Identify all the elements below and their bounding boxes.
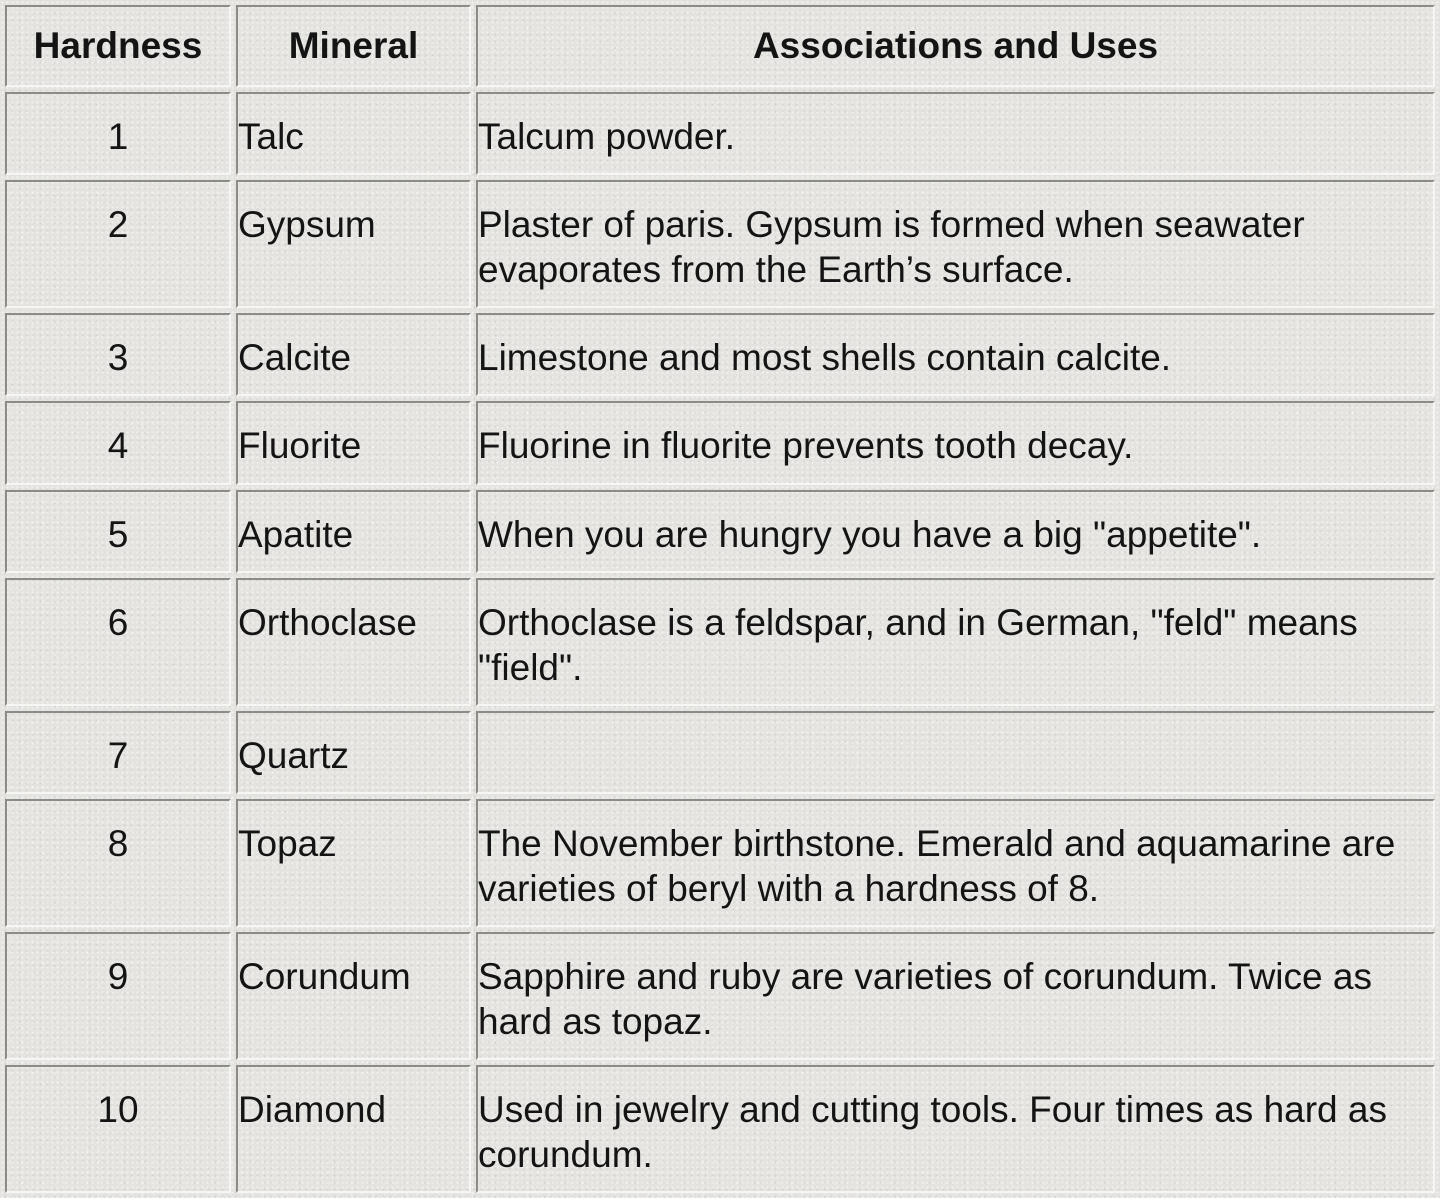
mineral-cell: Gypsum bbox=[236, 180, 471, 308]
hardness-cell: 1 bbox=[5, 92, 231, 175]
hardness-cell: 4 bbox=[5, 401, 231, 484]
table-row bbox=[5, 180, 1435, 308]
table-row bbox=[5, 401, 1435, 484]
associations-cell: Sapphire and ruby are varieties of corundum. Twice as hard as topaz. bbox=[476, 932, 1435, 1060]
associations-cell: Used in jewelry and cutting tools. Four times as hard as corundum. bbox=[476, 1065, 1435, 1193]
hardness-cell: 9 bbox=[5, 932, 231, 1060]
table-row bbox=[5, 1065, 1435, 1193]
mineral-cell: Diamond bbox=[236, 1065, 471, 1193]
header-associations: Associations and Uses bbox=[476, 5, 1435, 87]
associations-cell: Fluorine in fluorite prevents tooth decay. bbox=[476, 401, 1435, 484]
mineral-cell: Corundum bbox=[236, 932, 471, 1060]
hardness-cell: 5 bbox=[5, 490, 231, 573]
hardness-cell: 6 bbox=[5, 578, 231, 706]
associations-cell: The November birthstone. Emerald and aquamarine are varieties of beryl with a hardness of 8. bbox=[476, 799, 1435, 927]
associations-cell: Limestone and most shells contain calcite. bbox=[476, 313, 1435, 396]
hardness-cell: 2 bbox=[5, 180, 231, 308]
associations-cell: When you are hungry you have a big "appetite". bbox=[476, 490, 1435, 573]
mineral-cell: Topaz bbox=[236, 799, 471, 927]
associations-cell: Plaster of paris. Gypsum is formed when seawater evaporates from the Earth’s surface. bbox=[476, 180, 1435, 308]
header-hardness: Hardness bbox=[5, 5, 231, 87]
hardness-cell: 7 bbox=[5, 711, 231, 794]
mineral-cell: Apatite bbox=[236, 490, 471, 573]
associations-cell: Orthoclase is a feldspar, and in German, "feld" means "field". bbox=[476, 578, 1435, 706]
table-row bbox=[5, 92, 1435, 175]
mineral-cell: Fluorite bbox=[236, 401, 471, 484]
table-row bbox=[5, 490, 1435, 573]
table-row bbox=[5, 313, 1435, 396]
associations-cell bbox=[476, 711, 1435, 794]
mineral-cell: Quartz bbox=[236, 711, 471, 794]
hardness-cell: 8 bbox=[5, 799, 231, 927]
table-row bbox=[5, 578, 1435, 706]
header-mineral: Mineral bbox=[236, 5, 471, 87]
table-row bbox=[5, 932, 1435, 1060]
table-row bbox=[5, 711, 1435, 794]
mineral-cell: Orthoclase bbox=[236, 578, 471, 706]
table-header-row bbox=[5, 5, 1435, 87]
table-row bbox=[5, 799, 1435, 927]
associations-cell: Talcum powder. bbox=[476, 92, 1435, 175]
hardness-cell: 10 bbox=[5, 1065, 231, 1193]
mineral-cell: Talc bbox=[236, 92, 471, 175]
mineral-cell: Calcite bbox=[236, 313, 471, 396]
hardness-cell: 3 bbox=[5, 313, 231, 396]
